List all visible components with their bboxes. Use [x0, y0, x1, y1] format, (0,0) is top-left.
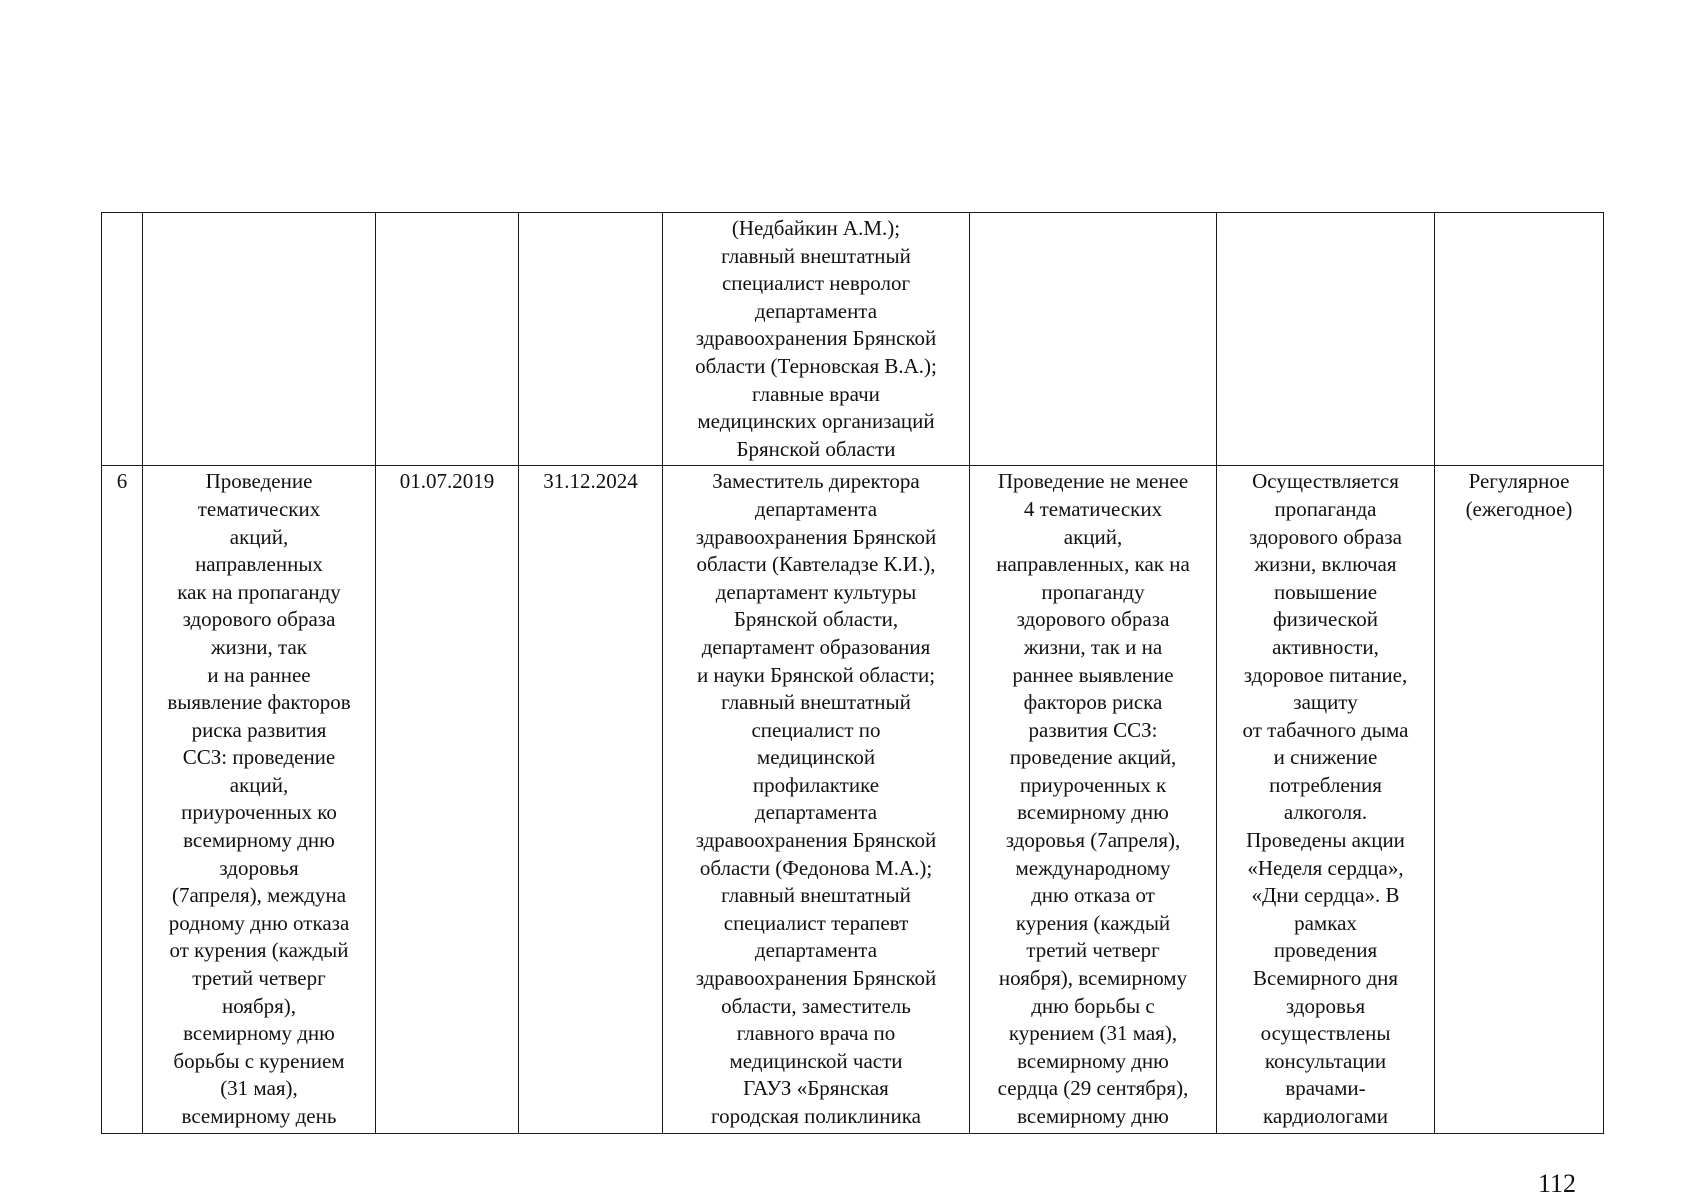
cell-periodicity [1435, 213, 1604, 466]
cell-responsible: (Недбайкин А.М.); главный внештатный специалист невролог департамента здравоохранения Брянской области (Терновская В.А.); главные врачи медицинских организаций Брянской области [663, 213, 970, 466]
cell-event: Проведение тематических акций, направленных как на пропаганду здорового образа жизни, так и на раннее выявление факторов риска развития ССЗ: проведение акций, приуроченных ко всемирному дню здоровья (7апреля), междуна родному дню отказа от курения (каждый третий четверг ноября), всемирному дню борьбы с курением (31 мая), всемирному день [143, 466, 376, 1133]
cell-event [143, 213, 376, 466]
cell-start-date: 01.07.2019 [376, 466, 519, 1133]
cell-description: Осуществляется пропаганда здорового образа жизни, включая повышение физической активности, здоровое питание, защиту от табачного дыма и снижение потребления алкоголя. Проведены акции «Неделя сердца», «Дни сердца». В рамках проведения Всемирного дня здоровья осуществлены консультации врачами- кардиологами [1217, 466, 1435, 1133]
cell-number [102, 213, 143, 466]
cell-periodicity: Регулярное (ежегодное) [1435, 466, 1604, 1133]
cell-result [970, 213, 1217, 466]
table-row [102, 213, 1604, 466]
cell-description [1217, 213, 1435, 466]
table-row [102, 466, 1604, 1133]
plan-table [101, 212, 1604, 1134]
cell-responsible: Заместитель директора департамента здравоохранения Брянской области (Кавтеладзе К.И.), департамент культуры Брянской области, департамент образования и науки Брянской области; главный внештатный специалист по медицинской профилактике департамента здравоохранения Брянской области (Федонова М.А.); главный внештатный специалист терапевт департамента здравоохранения Брянской области, заместитель главного врача по медицинской части ГАУЗ «Брянская городская поликлиника [663, 466, 970, 1133]
cell-number: 6 [102, 466, 143, 1133]
cell-end-date: 31.12.2024 [519, 466, 663, 1133]
cell-start-date [376, 213, 519, 466]
page-number: 112 [1538, 1169, 1577, 1198]
cell-end-date [519, 213, 663, 466]
cell-result: Проведение не менее 4 тематических акций, направленных, как на пропаганду здорового образа жизни, так и на раннее выявление факторов риска развития ССЗ: проведение акций, приуроченных к всемирному дню здоровья (7апреля), международному дню отказа от курения (каждый третий четверг ноября), всемирному дню борьбы с курением (31 мая), всемирному дню сердца (29 сентября), всемирному дню [970, 466, 1217, 1133]
